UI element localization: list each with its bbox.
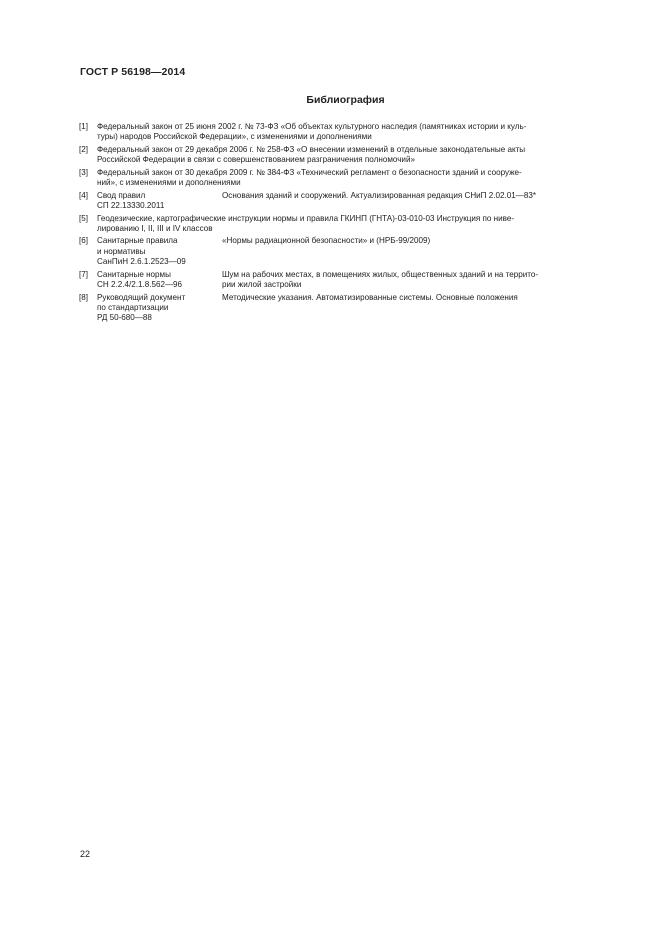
entry-line: Геодезические, картографические инструкции нормы и правила ГКИНП (ГНТА)-03-010-03 Инструкция по ниве- (97, 213, 515, 223)
entry-title (222, 293, 615, 324)
document-line: Санитарные правила (97, 236, 178, 246)
entry-text (97, 122, 615, 143)
bibliography-entry-5 (79, 214, 615, 235)
entry-number: [8] (79, 292, 88, 302)
entry-title (222, 191, 615, 212)
entry-line: Федеральный закон от 25 июня 2002 г. № 73-ФЗ «Об объектах культурного наследия (памятниках истории и куль- (97, 122, 527, 131)
entry-number: [6] (79, 236, 88, 246)
bibliography-entry-7 (79, 270, 615, 291)
entry-line: Федеральный закон от 30 декабря 2009 г. № 384-ФЗ «Технический регламент о безопасности зданий и сооруже- (97, 167, 522, 177)
entry-line: ний», с изменениями и дополнениями (97, 178, 241, 188)
document-line: РД 50-680—88 (97, 313, 152, 323)
entry-number: [2] (79, 144, 88, 154)
title-line: Шум на рабочих местах, в помещениях жилых, общественных зданий и на террито- (222, 269, 539, 279)
entry-line: лированию I, II, III и IV классов (97, 223, 213, 233)
entry-number: [1] (79, 122, 88, 131)
bibliography-list (79, 122, 615, 326)
entry-document (97, 293, 222, 324)
entry-document (97, 236, 222, 267)
entry-text (97, 168, 615, 189)
entry-title (222, 270, 615, 291)
document-line: СП 22.13330.2011 (97, 200, 165, 210)
title-line: рии жилой застройки (222, 279, 302, 289)
document-line: Санитарные нормы (97, 269, 171, 279)
entry-number: [3] (79, 167, 88, 177)
document-line: Свод правил (97, 190, 146, 200)
page-header: ГОСТ Р 56198—2014 (80, 66, 186, 78)
entry-number: [4] (79, 190, 88, 200)
entry-text (97, 214, 615, 235)
title-line: Основания зданий и сооружений. Актуализированная редакция СНиП 2.02.01—83* (222, 190, 537, 200)
entry-number: [5] (79, 213, 88, 223)
document-line: по стандартизации (97, 302, 169, 312)
title-line: Методические указания. Автоматизированные системы. Основные положения (222, 292, 518, 302)
document-line: СанПиН 2.6.1.2523—09 (97, 257, 186, 267)
title-line: «Нормы радиационной безопасности» и (НРБ-99/2009) (222, 236, 431, 246)
document-line: Руководящий документ (97, 292, 186, 302)
document-line: СН 2.2.4/2.1.8.562—96 (97, 279, 183, 289)
entry-document (97, 191, 222, 212)
entry-document (97, 270, 222, 291)
bibliography-entry-8 (79, 293, 615, 324)
document-line: и нормативы (97, 246, 146, 256)
bibliography-entry-6 (79, 236, 615, 267)
entry-text (97, 145, 615, 166)
bibliography-entry-4 (79, 191, 615, 212)
bibliography-entry-2 (79, 145, 615, 166)
bibliography-title: Библиография (306, 94, 385, 106)
page-number: 22 (80, 849, 91, 859)
entry-title (222, 236, 615, 267)
entry-line: туры) народов Российской Федерации», с изменениями и дополнениями (97, 132, 372, 142)
entry-number: [7] (79, 269, 88, 279)
entry-line: Российской Федерации в связи с совершенствованием разграничения полномочий» (97, 155, 415, 165)
bibliography-entry-3 (79, 168, 615, 189)
entry-line: Федеральный закон от 29 декабря 2006 г. № 258-ФЗ «О внесении изменений в отдельные законодательные акты (97, 144, 526, 154)
bibliography-entry-1 (79, 122, 615, 143)
